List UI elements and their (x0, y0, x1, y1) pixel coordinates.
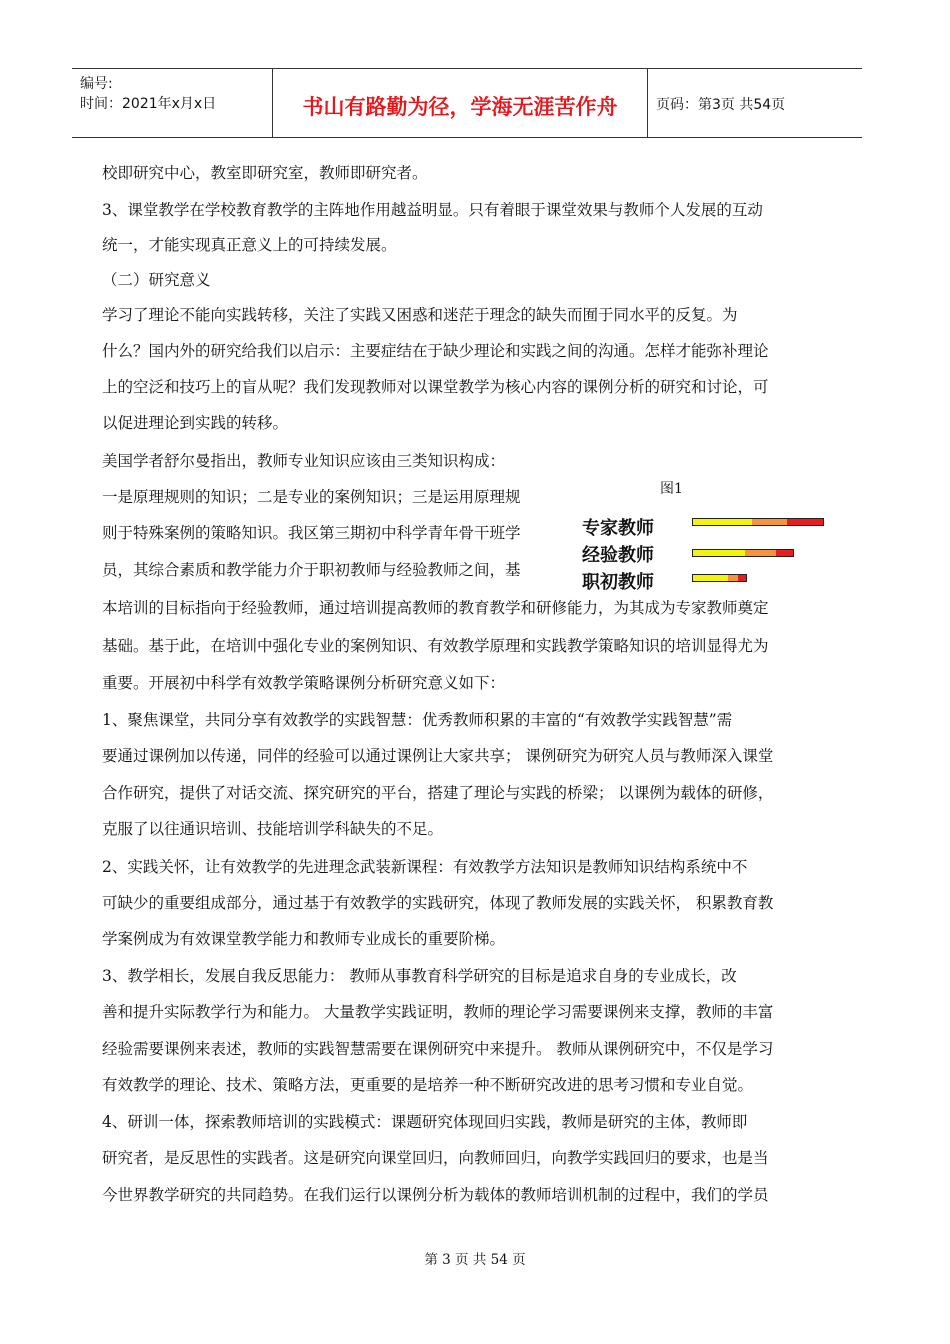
paragraph-line: 有效教学的理论、技术、策略方法，更重要的是培养一种不断研究改进的思考习惯和专业自觉。 (102, 1076, 754, 1094)
paragraph-line: 员，其综合素质和教学能力介于职初教师与经验教师之间，基 (102, 561, 521, 579)
figure-label-experienced: 经验教师 (582, 545, 654, 566)
paragraph-line: 4、研训一体，探索教师培训的实践模式：课题研究体现回归实践，教师是研究的主体，教师即 (102, 1113, 748, 1131)
paragraph-line: 研究者，是反思性的实践者。这是研究向课堂回归，向教师回归，向教学实践回归的要求，也是当 (102, 1149, 769, 1167)
figure-caption: 图1 (660, 481, 683, 497)
paragraph-line: 今世界教学研究的共同趋势。在我们运行以课例分析为载体的教师培训机制的过程中，我们的学员 (102, 1186, 769, 1204)
page-info: 页码：第3页 共54页 (656, 97, 786, 113)
figure-bar-segment (738, 575, 746, 581)
paragraph-line: 1、聚焦课堂，共同分享有效教学的实践智慧：优秀教师积累的丰富的“有效教学实践智慧”需 (102, 711, 733, 729)
paragraph-line: 善和提升实际教学行为和能力。 大量教学实践证明，教师的理论学习需要课例来支撑，教师的丰富 (102, 1003, 774, 1021)
paragraph-line: 可缺少的重要组成部分，通过基于有效教学的实践研究，体现了教师发展的实践关怀， 积累教育教 (102, 894, 774, 912)
figure-bar-segment (693, 575, 728, 581)
paragraph-line: 重要。开展初中科学有效教学策略课例分析研究意义如下： (102, 674, 506, 692)
page-header (72, 68, 862, 138)
paragraph-line: 则于特殊案例的策略知识。我区第三期初中科学青年骨干班学 (102, 524, 521, 542)
section-heading: （二）研究意义 (102, 271, 211, 289)
paragraph-line: 一是原理规则的知识；二是专业的案例知识；三是运用原理规 (102, 488, 521, 506)
header-meta-cell (72, 69, 273, 137)
paragraph-line: 基础。基于此，在培训中强化专业的案例知识、有效教学原理和实践教学策略知识的培训显得尤为 (102, 637, 769, 655)
paragraph-line: 美国学者舒尔曼指出，教师专业知识应该由三类知识构成： (102, 452, 506, 470)
header-motto-cell (273, 69, 648, 137)
paragraph-line: 2、实践关怀，让有效教学的先进理念武装新课程：有效教学方法知识是教师知识结构系统中不 (102, 858, 748, 876)
paragraph-line: 本培训的目标指向于经验教师，通过培训提高教师的教育教学和研修能力，为其成为专家教师奠定 (102, 599, 769, 617)
motto: 书山有路勤为径，学海无涯苦作舟 (302, 95, 618, 119)
page-footer: 第 3 页 共 54 页 (424, 1252, 526, 1268)
figure-bar-segment (693, 550, 745, 556)
figure-bar-2 (692, 574, 747, 582)
figure-bar-0 (692, 518, 824, 526)
paragraph-line: 什么？国内外的研究给我们以启示：主要症结在于缺少理论和实践之间的沟通。怎样才能弥补理论 (102, 342, 769, 360)
paragraph-line: 3、教学相长，发展自我反思能力： 教师从事教育科学研究的目标是追求自身的专业成长，改 (102, 967, 737, 985)
figure-label-novice: 职初教师 (582, 572, 654, 593)
figure-bar-segment (693, 519, 752, 525)
figure-bar-segment (776, 550, 793, 556)
paragraph-line: 校即研究中心，教室即研究室，教师即研究者。 (102, 164, 428, 182)
number-label: 编号: (80, 76, 113, 92)
paragraph-line: 以促进理论到实践的转移。 (102, 414, 289, 432)
header-page-cell (648, 69, 862, 137)
paragraph-line: 合作研究，提供了对话交流、探究研究的平台，搭建了理论与实践的桥梁； 以课例为载体的研修， (102, 784, 774, 802)
paragraph-line: 经验需要课例来表述，教师的实践智慧需要在课例研究中来提升。 教师从课例研究中，不仅是学习 (102, 1040, 774, 1058)
paragraph-line: 统一，才能实现真正意义上的可持续发展。 (102, 236, 397, 254)
paragraph-line: 学习了理论不能向实践转移，关注了实践又困惑和迷茫于理念的缺失而囿于同水平的反复。为 (102, 306, 738, 324)
figure-bar-segment (728, 575, 738, 581)
paragraph-line: 要通过课例加以传递，同伴的经验可以通过课例让大家共享； 课例研究为研究人员与教师深入课堂 (102, 747, 774, 765)
paragraph-line: 3、课堂教学在学校教育教学的主阵地作用越益明显。只有着眼于课堂效果与教师个人发展的互动 (102, 201, 763, 219)
paragraph-line: 学案例成为有效课堂教学能力和教师专业成长的重要阶梯。 (102, 930, 506, 948)
paragraph-line: 克服了以往通识培训、技能培训学科缺失的不足。 (102, 820, 444, 838)
figure-bar-segment (752, 519, 787, 525)
paragraph-line: 上的空泛和技巧上的盲从呢？我们发现教师对以课堂教学为核心内容的课例分析的研究和讨论，可 (102, 378, 769, 396)
time-label: 时间：2021年x月x日 (80, 96, 217, 112)
figure-label-expert: 专家教师 (582, 518, 654, 539)
figure-bar-1 (692, 549, 794, 557)
figure-bar-segment (745, 550, 776, 556)
figure-bar-segment (787, 519, 823, 525)
